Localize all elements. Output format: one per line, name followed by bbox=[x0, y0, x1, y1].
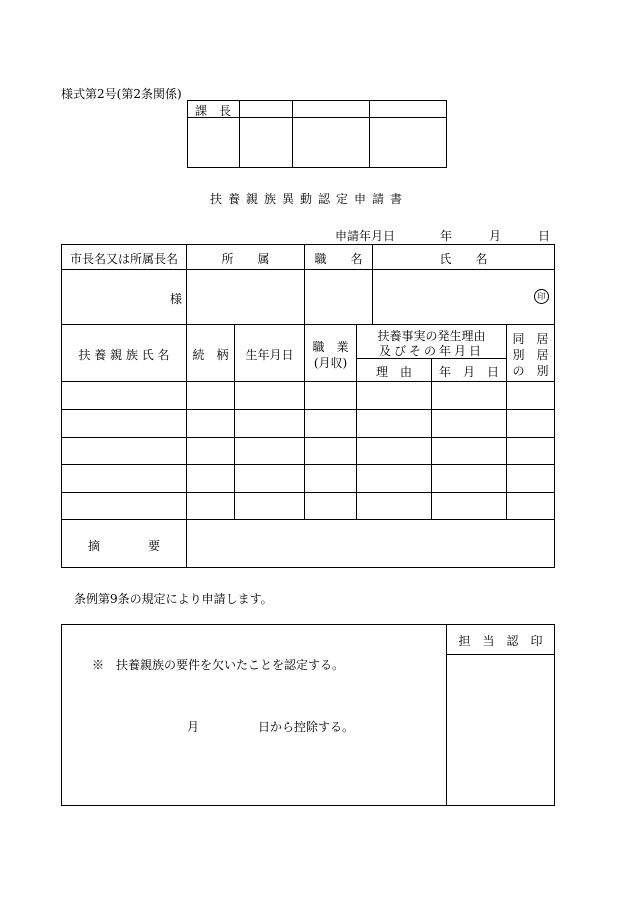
affiliation-field[interactable] bbox=[187, 270, 304, 324]
summary-field[interactable] bbox=[187, 520, 554, 567]
seal-mark-icon: 印 bbox=[534, 289, 549, 304]
affiliation-header: 所 属 bbox=[221, 252, 270, 266]
declaration-text: 条例第9条の規定により申請します。 bbox=[74, 592, 273, 606]
job-title-header: 職 名 bbox=[314, 252, 363, 266]
occupation-header: 職 業 bbox=[312, 340, 349, 354]
certification-note: ※ 扶養親族の要件を欠いたことを認定する。 bbox=[92, 658, 345, 672]
deduct-text: 日から控除する。 bbox=[258, 720, 355, 734]
kacho-stamp-cell[interactable] bbox=[188, 118, 239, 167]
addressee-suffix: 様 bbox=[170, 292, 183, 306]
apply-date-day: 日 bbox=[538, 229, 551, 243]
dependent-row-5[interactable] bbox=[62, 493, 554, 519]
stamp-label: 担 当 認 印 bbox=[458, 634, 543, 648]
approval-stamp-cell-4[interactable] bbox=[370, 118, 446, 167]
ymd-header: 年 月 日 bbox=[438, 365, 499, 379]
job-title-field[interactable] bbox=[305, 270, 372, 324]
relation-header: 続 柄 bbox=[192, 348, 229, 362]
dependent-row-1[interactable] bbox=[62, 382, 554, 409]
apply-date-label: 申請年月日 bbox=[335, 229, 396, 243]
fact-reason-header: 扶養事実の発生理由 bbox=[377, 329, 486, 343]
deduct-month: 月 bbox=[187, 720, 200, 734]
dependent-row-4[interactable] bbox=[62, 465, 554, 492]
apply-date-year: 年 bbox=[440, 229, 453, 243]
cohabit-header-1: 同 居 bbox=[512, 332, 549, 346]
approval-stamp-cell-3[interactable] bbox=[293, 118, 369, 167]
apply-date-month: 月 bbox=[489, 229, 502, 243]
addressee-header: 市長名又は所属長名 bbox=[69, 252, 178, 266]
reason-header: 理 由 bbox=[375, 365, 412, 379]
approval-stamp-cell-2[interactable] bbox=[240, 118, 292, 167]
cohabit-header-2: 別 居 bbox=[512, 348, 549, 362]
form-title: 扶養親族異動認定申請書 bbox=[210, 192, 409, 206]
name-header: 氏 名 bbox=[439, 252, 488, 266]
applicant-name-field[interactable] bbox=[373, 270, 533, 324]
stamp-field[interactable] bbox=[447, 655, 554, 805]
summary-label: 摘 要 bbox=[87, 539, 160, 553]
monthly-income-header: (月収) bbox=[313, 356, 348, 370]
cohabit-header-3: の 別 bbox=[512, 364, 549, 378]
dependent-row-3[interactable] bbox=[62, 438, 554, 464]
addressee-field[interactable] bbox=[62, 270, 186, 324]
birthdate-header: 生年月日 bbox=[245, 348, 294, 362]
form-number: 様式第2号(第2条関係) bbox=[61, 87, 182, 101]
fact-date-header: 及びその年月日 bbox=[378, 344, 484, 358]
kacho-label: 課 長 bbox=[194, 104, 231, 118]
dependent-row-2[interactable] bbox=[62, 410, 554, 437]
apply-date-field[interactable] bbox=[393, 225, 543, 241]
dependent-name-header: 扶 養 親 族 氏 名 bbox=[78, 348, 170, 362]
